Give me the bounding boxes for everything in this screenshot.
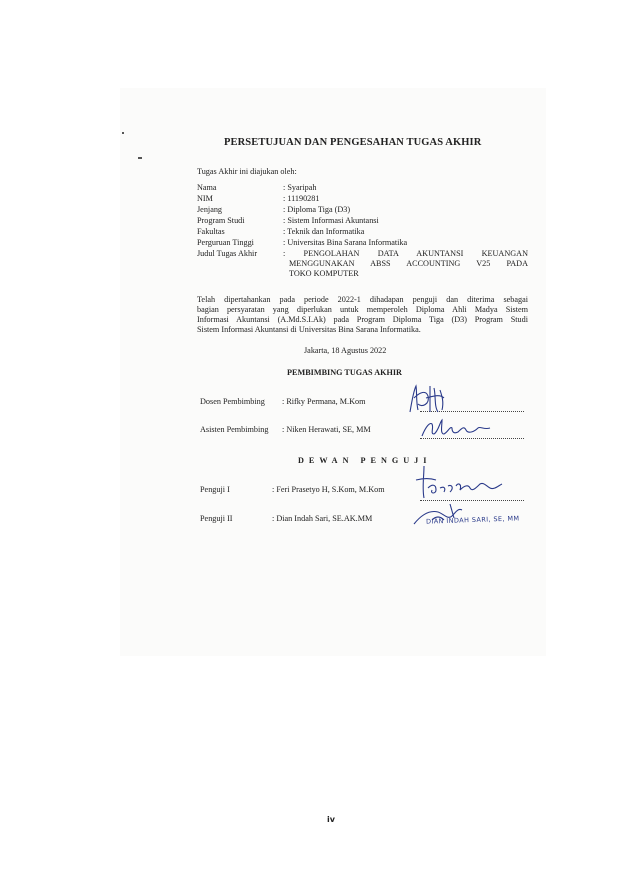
supervisor-role-1: Dosen Pembimbing <box>200 397 265 406</box>
thesis-title-line-1: : PENGOLAHAN DATA AKUNTANSI KEUANGAN <box>283 249 528 258</box>
statement-line-1: Telah dipertahankan pada periode 2022-1 dihadapan penguji dan diterima sebagai <box>197 295 528 304</box>
field-label-program-studi: Program Studi <box>197 216 245 225</box>
intro-text: Tugas Akhir ini diajukan oleh: <box>197 167 297 176</box>
field-label-judul: Judul Tugas Akhir <box>197 249 258 258</box>
supervisor-name-1: : Rifky Permana, M.Kom <box>282 397 366 406</box>
scan-speck <box>138 157 142 159</box>
field-label-fakultas: Fakultas <box>197 227 225 236</box>
page-number: iv <box>327 815 335 824</box>
supervisor-heading: PEMBIMBING TUGAS AKHIR <box>287 368 402 377</box>
field-label-nim: NIM <box>197 194 213 203</box>
signature-asisten-pembimbing <box>418 416 494 440</box>
examiner-name-1: : Feri Prasetyo H, S.Kom, M.Kom <box>272 485 385 494</box>
statement-line-3: Informasi Akuntansi (A.Md.S.I.Ak) pada Program Diploma Tiga (D3) Program Studi <box>197 315 528 324</box>
supervisor-role-2: Asisten Pembimbing <box>200 425 269 434</box>
thesis-title-line-3: TOKO KOMPUTER <box>289 269 359 278</box>
signature-name-penguji-2: DIAN INDAH SARI, SE, MM <box>425 514 520 526</box>
scan-speck <box>122 132 124 134</box>
signature-penguji-1 <box>414 462 506 502</box>
thesis-title-line-2: MENGGUNAKAN ABSS ACCOUNTING V25 PADA <box>289 259 528 268</box>
examiner-role-1: Penguji I <box>200 485 230 494</box>
field-value-jenjang: : Diploma Tiga (D3) <box>283 205 351 214</box>
place-date: Jakarta, 18 Agustus 2022 <box>304 346 387 355</box>
supervisor-name-2: : Niken Herawati, SE, MM <box>282 425 371 434</box>
field-value-nim: : 11190281 <box>283 194 320 203</box>
field-value-program-studi: : Sistem Informasi Akuntansi <box>283 216 379 225</box>
field-label-nama: Nama <box>197 183 217 192</box>
statement-line-2: bagian persyaratan yang diperlukan untuk memperoleh Diploma Ahli Madya Sistem <box>197 305 528 314</box>
thesis-title <box>283 249 528 279</box>
examiner-heading: DEWAN PENGUJI <box>298 456 432 465</box>
statement-line-4: Sistem Informasi Akuntansi di Universitas Bina Sarana Informatika. <box>197 325 421 334</box>
field-label-perguruan-tinggi: Perguruan Tinggi <box>197 238 254 247</box>
examiner-name-2: : Dian Indah Sari, SE.AK.MM <box>272 514 373 523</box>
page-title: PERSETUJUAN DAN PENGESAHAN TUGAS AKHIR <box>224 137 482 148</box>
field-value-nama: : Syaripah <box>283 183 317 192</box>
signature-penguji-2 <box>408 500 470 530</box>
examiner-role-2: Penguji II <box>200 514 233 523</box>
field-value-perguruan-tinggi: : Universitas Bina Sarana Informatika <box>283 238 408 247</box>
signature-dosen-pembimbing <box>404 382 454 418</box>
approval-statement <box>197 295 528 335</box>
field-label-jenjang: Jenjang <box>197 205 223 214</box>
field-value-fakultas: : Teknik dan Informatika <box>283 227 365 236</box>
